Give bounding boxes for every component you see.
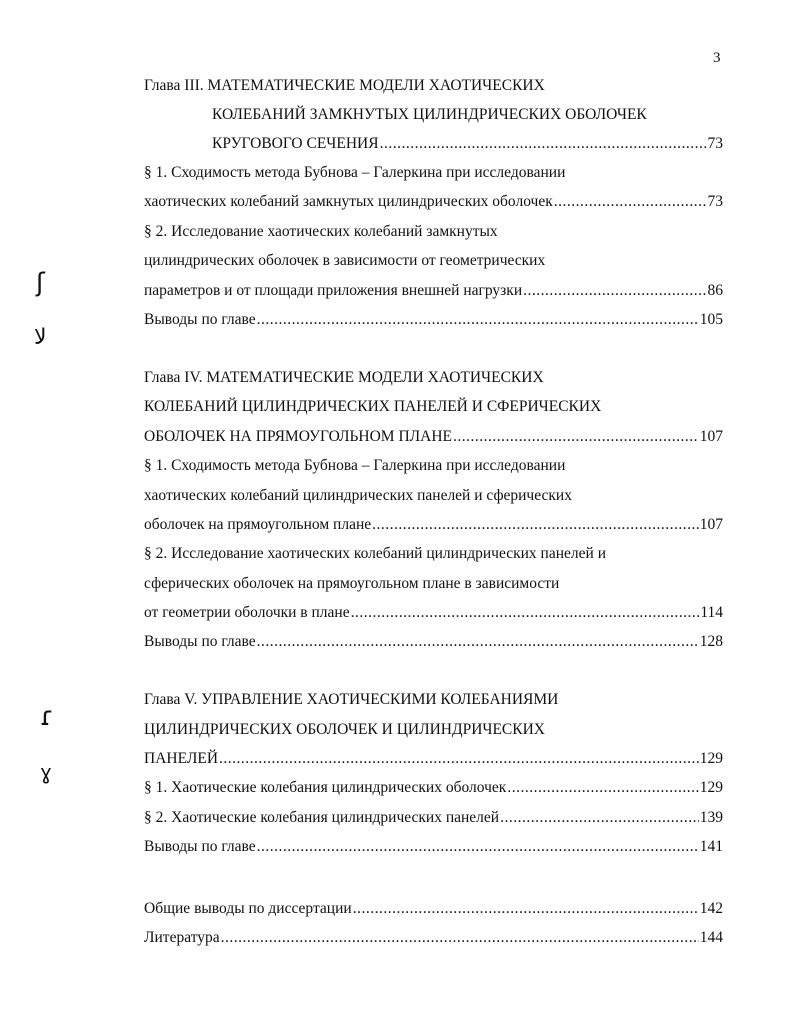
chapter-3-section-1-page: 73 <box>707 193 723 210</box>
chapter-5-section-2-text: § 2. Хаотические колебания цилиндрических панелей <box>144 809 500 826</box>
chapter-3-title-text: КРУГОВОГО СЕЧЕНИЯ <box>212 135 379 152</box>
chapter-3-conclusions-page: 105 <box>699 311 723 328</box>
chapter-4-title-line-1: Глава IV. МАТЕМАТИЧЕСКИЕ МОДЕЛИ ХАОТИЧЕСКИХ <box>144 369 544 386</box>
margin-handwriting-mark: ﻻ <box>34 325 47 350</box>
chapter-5-section-1 <box>144 778 723 798</box>
chapter-4-section-1-line-2: хаотических колебаний цилиндрических панелей и сферических <box>144 487 572 504</box>
leader-dots <box>257 632 699 652</box>
chapter-5-section-1-text: § 1. Хаотические колебания цилиндрических оболочек <box>144 779 507 796</box>
chapter-4-section-1-line-1: § 1. Сходимость метода Бубнова – Галеркина при исследовании <box>144 457 566 474</box>
leader-dots <box>453 427 699 447</box>
chapter-5-title-text: ПАНЕЛЕЙ <box>144 750 219 767</box>
leader-dots <box>500 808 699 828</box>
chapter-5-title-line-1: Глава V. УПРАВЛЕНИЕ ХАОТИЧЕСКИМИ КОЛЕБАНИЯМИ <box>144 691 559 708</box>
chapter-3-section-2-line-1: § 2. Исследование хаотических колебаний замкнутых <box>144 223 498 240</box>
chapter-3-section-1-text: хаотических колебаний замкнутых цилиндрических оболочек <box>144 193 553 210</box>
leader-dots <box>353 899 699 919</box>
leader-dots <box>372 515 699 535</box>
margin-handwriting-mark: ɣ <box>40 760 52 784</box>
leader-dots <box>554 192 707 212</box>
chapter-5-section-1-page: 129 <box>699 779 723 796</box>
chapter-5-conclusions-text: Выводы по главе <box>144 838 256 855</box>
general-conclusions-page: 142 <box>699 900 723 917</box>
chapter-4-section-1-page: 107 <box>699 516 723 533</box>
chapter-4-section-2-page: 114 <box>700 604 723 621</box>
leader-dots <box>257 837 699 857</box>
leader-dots <box>219 749 699 769</box>
chapter-4-section-1-line-3 <box>144 515 723 535</box>
chapter-3-section-2-text: параметров и от площади приложения внешней нагрузки <box>144 282 523 299</box>
general-conclusions-text: Общие выводы по диссертации <box>144 900 352 917</box>
chapter-4-page: 107 <box>699 428 723 445</box>
chapter-5-section-2-page: 139 <box>699 809 723 826</box>
chapter-3-conclusions <box>144 310 723 330</box>
chapter-3-title-line-3 <box>212 134 723 154</box>
chapter-4-conclusions-text: Выводы по главе <box>144 633 256 650</box>
toc-literature <box>144 928 723 948</box>
chapter-5-conclusions-page: 141 <box>699 838 723 855</box>
chapter-4-title-line-2: КОЛЕБАНИЙ ЦИЛИНДРИЧЕСКИХ ПАНЕЛЕЙ И СФЕРИЧЕСКИХ <box>144 398 602 415</box>
leader-dots <box>507 778 698 798</box>
chapter-4-title-line-3 <box>144 427 723 447</box>
chapter-4-section-2-line-1: § 2. Исследование хаотических колебаний цилиндрических панелей и <box>144 545 606 562</box>
chapter-3-section-1-line-1: § 1. Сходимость метода Бубнова – Галеркина при исследовании <box>144 164 566 181</box>
page-number: 3 <box>713 50 721 66</box>
margin-handwriting-mark: ʃ <box>36 268 45 298</box>
leader-dots <box>380 134 707 154</box>
chapter-5-section-2 <box>144 808 723 828</box>
leader-dots <box>221 928 699 948</box>
chapter-5-title-line-3 <box>144 749 723 769</box>
leader-dots <box>351 603 700 623</box>
chapter-3-section-2-line-2: цилиндрических оболочек в зависимости от геометрических <box>144 252 546 269</box>
chapter-3-section-2-page: 86 <box>707 282 723 299</box>
chapter-3-title-line-2: КОЛЕБАНИЙ ЗАМКНУТЫХ ЦИЛИНДРИЧЕСКИХ ОБОЛОЧЕК <box>212 106 647 123</box>
leader-dots <box>523 281 706 301</box>
leader-dots <box>257 310 699 330</box>
chapter-3-section-2-line-3 <box>144 281 723 301</box>
literature-text: Литература <box>144 929 220 946</box>
chapter-3-conclusions-text: Выводы по главе <box>144 311 256 328</box>
chapter-4-conclusions-page: 128 <box>699 633 723 650</box>
chapter-4-title-text: ОБОЛОЧЕК НА ПРЯМОУГОЛЬНОМ ПЛАНЕ <box>144 428 453 445</box>
chapter-4-section-2-line-2: сферических оболочек на прямоугольном плане в зависимости <box>144 575 560 592</box>
chapter-4-section-1-text: оболочек на прямоугольном плане <box>144 516 372 533</box>
margin-handwriting-mark: ɾ <box>40 702 54 732</box>
chapter-3-page: 73 <box>707 135 723 152</box>
chapter-3-section-1-line-2 <box>144 192 723 212</box>
chapter-4-conclusions <box>144 632 723 652</box>
literature-page: 144 <box>699 929 723 946</box>
chapter-5-title-line-2: ЦИЛИНДРИЧЕСКИХ ОБОЛОЧЕК И ЦИЛИНДРИЧЕСКИХ <box>144 721 545 738</box>
chapter-3-title-line-1: Глава III. МАТЕМАТИЧЕСКИЕ МОДЕЛИ ХАОТИЧЕСКИХ <box>144 77 545 94</box>
chapter-4-section-2-text: от геометрии оболочки в плане <box>144 604 350 621</box>
chapter-5-page: 129 <box>699 750 723 767</box>
chapter-5-conclusions <box>144 837 723 857</box>
toc-general-conclusions <box>144 899 723 919</box>
chapter-4-section-2-line-3 <box>144 603 723 623</box>
